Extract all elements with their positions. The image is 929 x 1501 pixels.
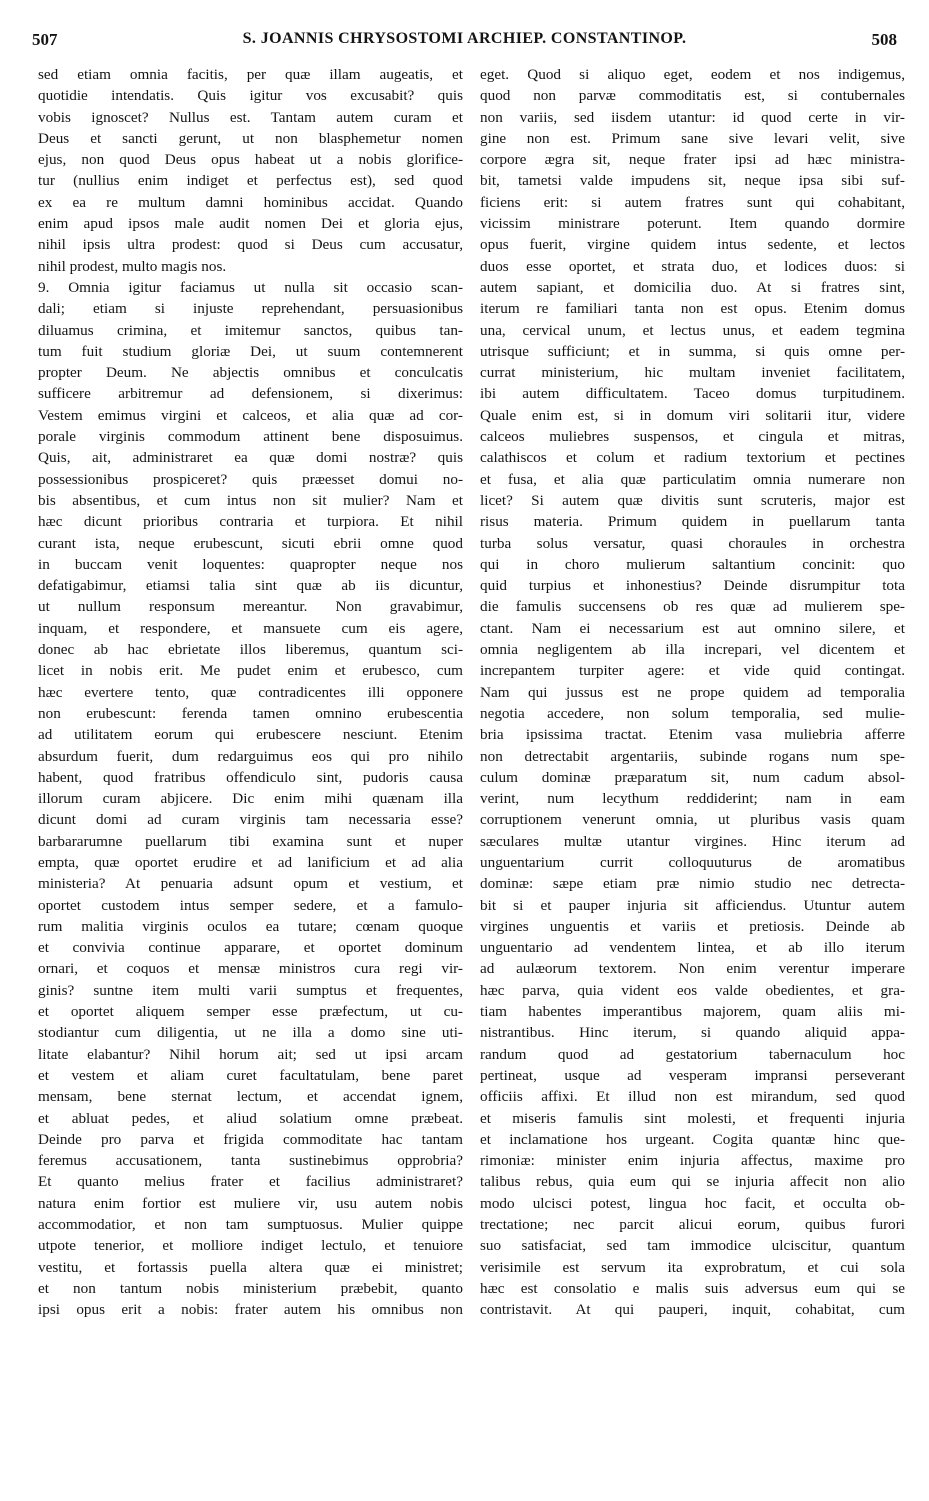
text-line: die famulis succensens ob res quæ ad mulierem spe- bbox=[480, 598, 905, 616]
text-line: vobis ignoscet? Nullus est. Tantam autem curam et bbox=[38, 108, 463, 126]
text-line: bit, tametsi valde impudens sit, neque ipsa sibi suf- bbox=[480, 172, 905, 190]
text-line: unguentario ad vendentem lintea, et ab illo iterum bbox=[480, 939, 905, 957]
text-line: calathiscos et colum et radium textorium et pectines bbox=[480, 449, 905, 467]
text-line: unguentarium currit colloquuturus de aromatibus bbox=[480, 853, 905, 871]
text-line: ex ea re multum damni hominibus accidat. Quando bbox=[38, 193, 463, 211]
text-line: verisimile est servum ita exprobratum, et cui sola bbox=[480, 1258, 905, 1276]
text-line: culum dominæ præparatum sit, num cadum absol- bbox=[480, 768, 905, 786]
text-line: sufficere arbitremur ad defensionem, si dixerimus: bbox=[38, 385, 463, 403]
text-line: bis absentibus, et cum intus non sit mulier? Nam et bbox=[38, 491, 463, 509]
text-line: risus materia. Primum quidem in puellarum tanta bbox=[480, 513, 905, 531]
text-line: propter Deum. Ne abjectis omnibus et conculcatis bbox=[38, 364, 463, 382]
text-line: mensam, bene sternat lectum, et accendat ignem, bbox=[38, 1088, 463, 1106]
page-number-left: 507 bbox=[32, 30, 58, 49]
text-line: talibus rebus, quia eum qui se injuria affecit non alio bbox=[480, 1173, 905, 1191]
text-line: turba solus versatur, quasi choraules in orchestra bbox=[480, 534, 905, 552]
text-line: virgines unguentis et variis et pretiosis. Deinde ab bbox=[480, 917, 905, 935]
text-line: corpore ægra sit, neque frater ipsi ad hæc ministra- bbox=[480, 151, 905, 169]
text-line: vestitu, et fortassis puella altera quæ ei ministret; bbox=[38, 1258, 463, 1276]
text-line: quotidie intendatis. Quis igitur vos excusabit? quis bbox=[38, 87, 463, 105]
text-line: hæc evertere tento, quæ contradicentes illi opponere bbox=[38, 683, 463, 701]
text-line: quid turpius et inhonestius? Deinde disrumpitur tota bbox=[480, 577, 905, 595]
text-line: contristavit. At qui pauperi, inquit, cohabitat, cum bbox=[480, 1301, 905, 1319]
text-line: absurdum fuerit, dum redarguimus eos qui pro nihilo bbox=[38, 747, 463, 765]
text-line: oportet custodem intus semper sedere, et a famulo- bbox=[38, 896, 463, 914]
text-line: quod non parvæ commoditatis est, si contubernales bbox=[480, 87, 905, 105]
text-line: verint, num lecythum reddiderint; nam in eam bbox=[480, 790, 905, 808]
text-line: randum quod ad gestatorium tabernaculum hoc bbox=[480, 1045, 905, 1063]
text-line: autem sapiant, et domicilia duo. At si fratres sint, bbox=[480, 278, 905, 296]
text-line: dominæ: sæpe etiam præ nimio studio nec detrecta- bbox=[480, 875, 905, 893]
text-line: negotia accedere, non solum temporalia, sed mulie- bbox=[480, 704, 905, 722]
text-line: litate elabantur? Nihil horum ait; sed ut ipsi arcam bbox=[38, 1045, 463, 1063]
text-line: nistrantibus. Hinc iterum, si quando aliquid appa- bbox=[480, 1024, 905, 1042]
text-line: et vestem et aliam curet facultatulam, bene paret bbox=[38, 1066, 463, 1084]
page-number-right: 508 bbox=[871, 30, 897, 49]
text-line: et convivia continue apparare, et oportet dominum bbox=[38, 939, 463, 957]
text-line: stodiantur cum diligentia, ut ne illa a domo sine uti- bbox=[38, 1024, 463, 1042]
text-line: et abluat pedes, et aliud solatium omne præbeat. bbox=[38, 1109, 463, 1127]
text-line: tiam habentes imperantibus majorem, quam aliis mi- bbox=[480, 1003, 905, 1021]
text-line: et oportet aliquem semper esse præfectum, ut cu- bbox=[38, 1003, 463, 1021]
text-line: hæc parva, quia vident eos valde obedientes, et gra- bbox=[480, 981, 905, 999]
text-line: Nam qui jussus est ne prope quidem ad temporalia bbox=[480, 683, 905, 701]
text-line: iterum re familiari tanta non est opus. Etenim domus bbox=[480, 300, 905, 318]
left-text-column bbox=[38, 64, 463, 1321]
text-line: licet? Si autem quæ divitis sunt scruteris, major est bbox=[480, 491, 905, 509]
text-line: dicunt domi ad curam virginis tam necessaria esse? bbox=[38, 811, 463, 829]
text-line: empta, quæ oportet erudire et ad lanificium et ad alia bbox=[38, 853, 463, 871]
text-line: inquam, et respondere, et mansuete cum eis agere, bbox=[38, 619, 463, 637]
text-line: omnia negligentem ab illa increpari, vel dicentem et bbox=[480, 641, 905, 659]
right-text-column bbox=[480, 64, 905, 1321]
text-line: illorum curam abjicere. Dic enim mihi quænam illa bbox=[38, 790, 463, 808]
text-line: sæculares multæ utantur virgines. Hinc iterum ad bbox=[480, 832, 905, 850]
text-line: et inclamatione hos urgeant. Cogita quantæ hinc que- bbox=[480, 1130, 905, 1148]
text-line: utpote tenerior, et molliore indiget lectulo, et tenuiore bbox=[38, 1237, 463, 1255]
text-line: possessionibus prospiceret? quis præesset domui no- bbox=[38, 470, 463, 488]
text-line: qui in choro mulierum saltantium concinit: quo bbox=[480, 555, 905, 573]
text-line: bria ipsissima tractat. Etenim vasa muliebria afferre bbox=[480, 726, 905, 744]
text-line: et miseris famulis sint molesti, et frequenti injuria bbox=[480, 1109, 905, 1127]
text-line: currat ministerium, hic multam inveniet facilitatem, bbox=[480, 364, 905, 382]
text-line: ibi autem difficultatem. Taceo domus turpitudinem. bbox=[480, 385, 905, 403]
text-line: non detrectabit argentariis, subinde rogans num spe- bbox=[480, 747, 905, 765]
text-line: duos esse oportet, et strata duo, et lodices duos: si bbox=[480, 257, 905, 275]
text-line: Quis, ait, administraret ea quæ domi nostræ? quis bbox=[38, 449, 463, 467]
text-line: curant ista, neque erubescunt, sicuti ebrii omne quod bbox=[38, 534, 463, 552]
text-line: nihil prodest, multo magis nos. bbox=[38, 257, 227, 275]
running-title: S. JOANNIS CHRYSOSTOMI ARCHIEP. CONSTANTINOP. bbox=[242, 30, 687, 47]
text-line: utrisque sufficiunt; et in summa, si quis omne per- bbox=[480, 342, 905, 360]
text-line: donec ab hac ebrietate illos liberemus, quantum sci- bbox=[38, 641, 463, 659]
text-line: tum fuit studium gloriæ Dei, ut suum contemnerent bbox=[38, 342, 463, 360]
text-line: officiis affixi. Et illud non est mirandum, sed quod bbox=[480, 1088, 905, 1106]
text-line: nihil ipsis ultra prodest: quod si Deus cum accusatur, bbox=[38, 236, 463, 254]
text-line: diluamus crimina, et imitemur sanctos, quibus tan- bbox=[38, 321, 463, 339]
text-line: Quale enim est, si in domum viri solitarii itur, videre bbox=[480, 406, 905, 424]
text-line: dali; etiam si injuste reprehendant, persuasionibus bbox=[38, 300, 463, 318]
text-line: sed etiam omnia facitis, per quæ illam augeatis, et bbox=[38, 66, 463, 83]
text-line: hæc est consolatio e malis suis adversus eum qui se bbox=[480, 1279, 905, 1297]
text-line: ficiens erit: si autem fratres sunt qui cohabitant, bbox=[480, 193, 905, 211]
text-line: ut nullum responsum mereantur. Non gravabimur, bbox=[38, 598, 463, 616]
text-line: barbararumne puellarum tibi examina sunt et nuper bbox=[38, 832, 463, 850]
text-line: 9. Omnia igitur faciamus ut nulla sit occasio scan- bbox=[38, 278, 463, 296]
text-line: hæc dicunt prioribus contraria et turpiora. Et nihil bbox=[38, 513, 463, 531]
text-line: Deinde pro parva et frigida commoditate hac tantam bbox=[38, 1130, 463, 1148]
text-line: non variis, sed iisdem utantur: id quod certe in vir- bbox=[480, 108, 905, 126]
text-line: calceos muliebres suspensos, et cingula et mitras, bbox=[480, 428, 905, 446]
text-line: et fusa, et alia quæ particulatim omnia numerare non bbox=[480, 470, 905, 488]
text-line: in buccam venit loquentes: quapropter neque nos bbox=[38, 555, 463, 573]
text-line: eget. Quod si aliquo eget, eodem et nos indigemus, bbox=[480, 66, 905, 83]
text-line: increpantem turpiter agere: et vide quid contingat. bbox=[480, 662, 905, 680]
text-line: defatigabimur, etiamsi talia sint quæ ab iis dicuntur, bbox=[38, 577, 463, 595]
text-line: una, cervical unum, et lectus unus, et eadem tegmina bbox=[480, 321, 905, 339]
text-line: vicissim ministrare poterunt. Item quando dormire bbox=[480, 215, 905, 233]
text-line: feremus accusationem, tanta sustinebimus opprobria? bbox=[38, 1152, 463, 1170]
text-line: bit si et pauper injuria sit afficiendus. Utuntur autem bbox=[480, 896, 905, 914]
text-line: rum malitia virginis oculos ea tutare; cœnam quoque bbox=[38, 917, 463, 935]
text-line: opus fuerit, virgine quidem intus sedente, et lectos bbox=[480, 236, 905, 254]
text-line: modo ulcisci potest, lingua hoc facit, et occulta ob- bbox=[480, 1194, 905, 1212]
text-line: ginis? suntne item multi varii sumptus et frequentes, bbox=[38, 981, 463, 999]
text-line: ctant. Nam ei necessarium est aut omnino silere, et bbox=[480, 619, 905, 637]
text-line: suo satisfaciat, sed tam immodice ulciscitur, quantum bbox=[480, 1237, 905, 1255]
text-line: ipsi opus erit a nobis: frater autem his omnibus non bbox=[38, 1301, 463, 1319]
text-line: ejus, non quod Deus opus habeat ut a nobis glorifice- bbox=[38, 151, 463, 169]
text-line: licet in nobis erit. Me pudet enim et erubesco, cum bbox=[38, 662, 463, 680]
text-line: tur (nullius enim indiget et perfectus est), sed quod bbox=[38, 172, 463, 190]
text-line: ad aulæorum textorem. Non enim verentur imperare bbox=[480, 960, 905, 978]
text-line: ornari, et coquos et mensæ ministros cura regi vir- bbox=[38, 960, 463, 978]
text-line: Deus et sancti gerunt, ut non blasphemetur nomen bbox=[38, 129, 463, 147]
text-line: et non tantum nobis ministerium præbebit, quanto bbox=[38, 1279, 463, 1297]
running-header bbox=[0, 30, 929, 60]
text-line: habent, quod fratribus offendiculo sint, pudoris causa bbox=[38, 768, 463, 786]
text-line: ad utilitatem eorum qui erubescere nesciunt. Etenim bbox=[38, 726, 463, 744]
text-line: Vestem emimus virgini et calceos, et alia quæ ad cor- bbox=[38, 406, 463, 424]
text-line: rimoniæ: minister enim injuria affectus, maxime pro bbox=[480, 1152, 905, 1170]
text-line: accommodatior, et non tam sumptuosus. Mulier quippe bbox=[38, 1216, 463, 1234]
text-line: pertineat, usque ad vesperam impransi perseverant bbox=[480, 1066, 905, 1084]
text-line: Et quanto melius frater et facilius administraret? bbox=[38, 1173, 463, 1191]
text-line: non erubescunt: ferenda tamen omnino erubescentia bbox=[38, 704, 463, 722]
text-line: enim apud ipsos male audit nomen Dei et gloria ejus, bbox=[38, 215, 463, 233]
text-line: ministeria? At penuaria adsunt opum et vestium, et bbox=[38, 875, 463, 893]
text-line: trectatione; nec parcit alicui eorum, quibus furori bbox=[480, 1216, 905, 1234]
text-line: gine non est. Primum sane sive levari velit, sive bbox=[480, 129, 905, 147]
text-line: natura enim fortior est muliere vir, usu autem nobis bbox=[38, 1194, 463, 1212]
text-line: porale virginis commodum attinent bene disposuimus. bbox=[38, 428, 463, 446]
text-line: corruptionem venerunt omnia, ut pluribus vasis quam bbox=[480, 811, 905, 829]
